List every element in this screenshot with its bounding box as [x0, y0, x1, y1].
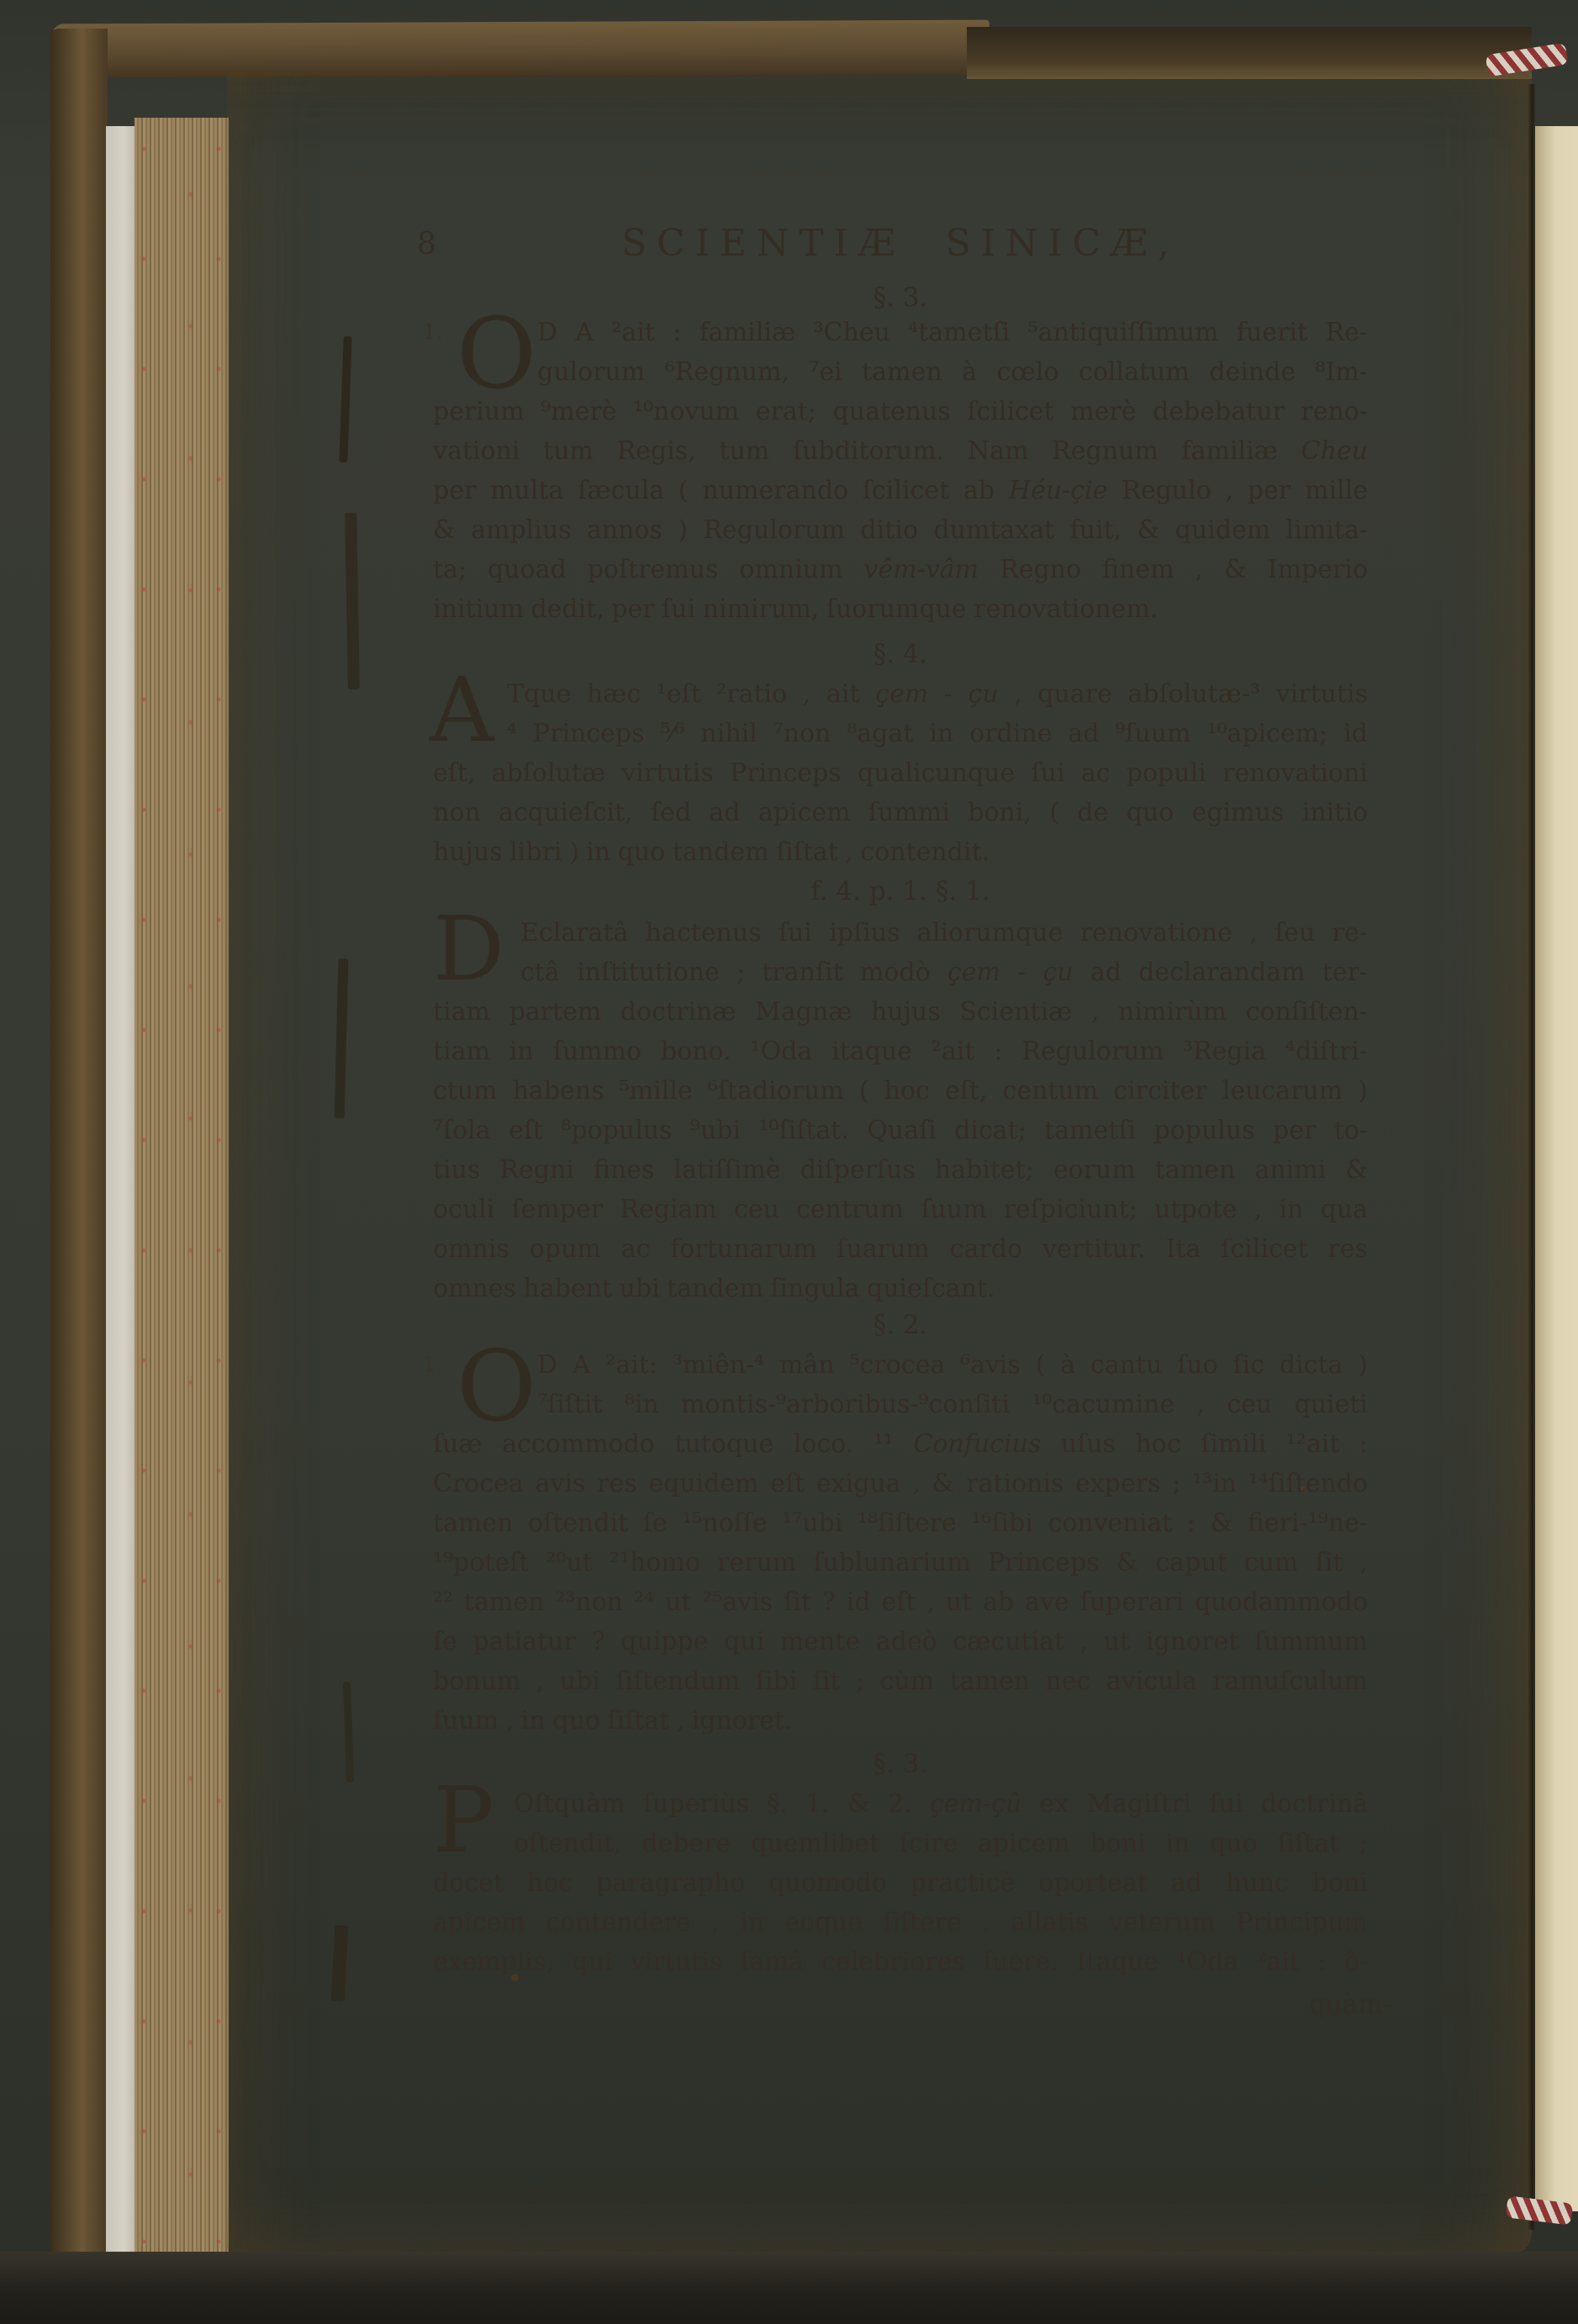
emphasized-term: çem - çu	[947, 958, 1074, 987]
text-line: perium ⁹merè ¹⁰novum erat; quatenus ſcilicet merè debebatur reno-	[433, 397, 1368, 426]
running-header: SCIENTIÆ SINICÆ,	[621, 222, 1180, 265]
text-line: ctâ inſtitutione ; tranſit modò çem - çu ad declarandam ter-	[520, 958, 1368, 987]
text-line: tiam partem doctrinæ Magnæ hujus Scientiæ , nimirùm conſiſten-	[433, 997, 1368, 1027]
text-line: ¹⁹poteſt ²⁰ut ²¹homo rerum ſublunarium Princeps & caput cum ſit ,	[433, 1548, 1368, 1577]
paragraph-number: 1.	[423, 320, 443, 344]
text-line: omnis opum ac fortunarum ſuarum cardo vertitur. Ita ſcilicet res	[433, 1234, 1368, 1264]
text-line: tamen oſtendit ſe ¹⁵noſſe ¹⁷ubi ¹⁸ſiſtere ¹⁶ſibi conveniat : & fieri-¹⁹ne-	[433, 1508, 1368, 1538]
text-line: oſtendit, debere quemlibet ſcire apicem boni in quo ſiſtat ;	[514, 1829, 1368, 1858]
section-heading: §. 2.	[873, 1310, 928, 1340]
section-heading: §. 3.	[873, 1749, 928, 1779]
text-line: & amplius annos ) Regulorum ditio dumtaxat fuit, & quidem limita-	[433, 515, 1368, 545]
text-line: D A ²ait: ³miên-⁴ mân ⁵crocea ⁶avis ( à cantu ſuo ſic dicta )	[537, 1350, 1368, 1380]
drop-cap: O	[457, 1330, 537, 1444]
emphasized-term: Cheu	[1301, 436, 1368, 466]
paragraph	[423, 1330, 1368, 1740]
endpaper-edge	[106, 126, 136, 2262]
text-line: bonum , ubi ſiſtendum ſibi ſit ; cùm tamen nec avicula ramuſculum	[433, 1666, 1368, 1696]
emphasized-term: Confucius	[913, 1429, 1042, 1459]
page-bottom-shadow	[0, 2252, 1578, 2324]
adjacent-page	[1535, 126, 1578, 2211]
page-number: 8	[417, 227, 436, 261]
text-line: hujus libri ) in quo tandem ſiſtat , contendit.	[433, 837, 990, 867]
text-line: per multa ſæcula ( numerando ſcilicet ab Héu-çie Regulo , per mille	[433, 476, 1368, 505]
drop-cap: D	[433, 897, 504, 1001]
text-line: ſuum , in quo ſiſtat , ignoret.	[433, 1706, 793, 1735]
text-line: ta; quoad poſtremus omnium vêm-vâm Regno finem , & Imperio	[433, 555, 1368, 584]
paragraph-number: 1.	[423, 1352, 443, 1376]
text-line: ſuæ accommodo tutoque loco. ¹¹ Confucius uſus hoc ſimili ¹²ait :	[433, 1429, 1368, 1459]
paragraph	[430, 658, 1368, 872]
text-line: ctum habens ⁵mille ⁶ſtadiorum ( hoc eſt, centum circiter leucarum )	[433, 1076, 1368, 1106]
text-line: apicem contendere , in eoque ſiſtere , allatis veterum Principum	[433, 1908, 1368, 1937]
text-line: Eclaratâ hactenus ſui ipſius aliorumque renovatione , ſeu re-	[520, 918, 1368, 948]
page-gutter	[1528, 84, 1535, 2230]
catchword: quàm-	[1308, 1989, 1391, 2020]
text-line: ⁷ſola eſt ⁸populus ⁹ubi ¹⁰ſiſtat. Quaſi dicat; tametſi populus per to-	[433, 1116, 1368, 1145]
book-cover-left-edge	[50, 29, 108, 2289]
page-fore-edges	[135, 118, 229, 2267]
text-line: ²² tamen ²³non ²⁴ ut ²⁵avis ſit ? id eſt , ut ab ave ſuperari quodammodo	[433, 1587, 1368, 1617]
text-line: exemplis, qui virtutis famâ celebriores fuere. Itaque ¹Oda ²ait : ô-	[433, 1947, 1368, 1977]
text-line: D A ²ait : familiæ ³Cheu ⁴tametſi ⁵antiquiſſimum fuerit Re-	[537, 318, 1368, 347]
section-heading: f. 4. p. 1. §. 1.	[810, 876, 990, 906]
section-heading: §. 4.	[873, 639, 928, 669]
book-cover-top-edge	[52, 20, 990, 78]
text-line: gulorum ⁶Regnum, ⁷ei tamen à cœlo collatum deinde ⁸Im-	[537, 357, 1368, 387]
emphasized-term: çem-çû	[930, 1789, 1022, 1819]
emphasized-term: vêm-vâm	[863, 555, 979, 584]
text-line: vationi tum Regis, tum ſubditorum. Nam Regnum familiæ Cheu	[433, 436, 1368, 466]
text-line: docet hoc paragrapho quomodo practicè oporteat ad hunc boni	[433, 1868, 1368, 1898]
text-line: Tque hæc ¹eſt ²ratio , ait çem - çu , quare abſolutæ-³ virtutis	[507, 679, 1368, 709]
text-line: eſt, abſolutæ virtutis Princeps qualicunque ſui ac populi renovationi	[433, 758, 1368, 788]
emphasized-term: Héu-çie	[1008, 476, 1108, 505]
drop-cap: O	[457, 298, 537, 411]
text-line: non acquieſcit, ſed ad apicem ſummi boni, ( de quo egimus initio	[433, 798, 1368, 827]
text-line: oculi ſemper Regiam ceu centrum ſuum reſpiciunt; utpote , in qua	[433, 1195, 1368, 1224]
text-line: Crocea avis res equidem eſt exigua , & rationis expers ; ¹³in ¹⁴ſiſtendo	[433, 1469, 1368, 1498]
paragraph	[433, 897, 1368, 1308]
text-line: initium dedit, per ſui nimirum, ſuorumque renovationem.	[433, 594, 1158, 624]
text-line: ⁷ſiſtit ⁸in montis-⁹arboribus-⁹conſiti ¹⁰cacumine , ceu quieti	[537, 1390, 1368, 1419]
drop-cap: P	[433, 1768, 494, 1873]
text-line: Oſtquàm ſuperiùs §. 1. & 2. çem-çû ex Magiſtri ſui doctrinâ	[514, 1789, 1368, 1819]
text-line: tiam in ſummo bono. ¹Oda itaque ²ait : Regulorum ³Regia ⁴diſtri-	[433, 1037, 1368, 1066]
text-line: omnes habent ubi tandem ſingula quieſcant.	[433, 1274, 995, 1303]
paragraph	[423, 298, 1368, 629]
drop-cap: A	[430, 658, 494, 762]
section-heading: §. 3.	[873, 283, 928, 313]
text-line: ⁴ Princeps ⁵⁄⁶ nihil ⁷non ⁸agat in ordine ad ⁹ſuum ¹⁰apicem; id	[507, 719, 1368, 748]
paragraph	[433, 1768, 1368, 1982]
text-line: tius Regni fines latiſſimè diſperſus habitet; eorum tamen animi &	[433, 1155, 1368, 1185]
text-line: ſe patiatur ? quippe qui mente adeò cæcutiat , ut ignoret ſummum	[433, 1627, 1368, 1656]
emphasized-term: çem - çu	[875, 679, 999, 709]
page-top-shadow	[967, 27, 1532, 79]
